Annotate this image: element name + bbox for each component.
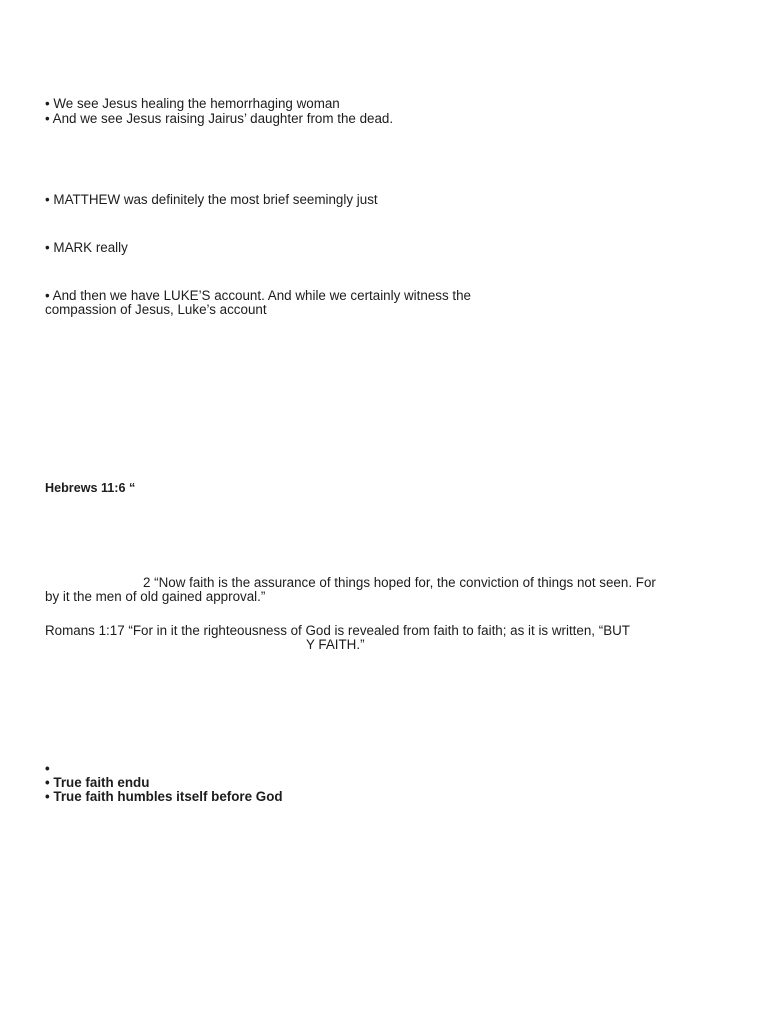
bullet-mark: • MARK really — [45, 240, 128, 255]
hebrews-heading: Hebrews 11:6 “ — [45, 481, 136, 495]
romans-verse-line-2: Y FAITH.” — [306, 637, 365, 652]
bullet-matthew: • MATTHEW was definitely the most brief seemingly just — [45, 192, 378, 207]
bullet-luke-line-1: • And then we have LUKE’S account. And while we certainly witness the — [45, 288, 471, 303]
true-faith-bullet-empty: • — [45, 761, 50, 776]
romans-verse-line-1: Romans 1:17 “For in it the righteousness of God is revealed from faith to faith; as it is written, “BUT — [45, 623, 630, 638]
bullet-raising-jairus-daughter: • And we see Jesus raising Jairus’ daughter from the dead. — [45, 111, 394, 126]
bullet-healing-woman: • We see Jesus healing the hemorrhaging woman — [45, 96, 340, 111]
true-faith-endures: • True faith endu — [45, 775, 150, 790]
hebrews-verse-line-2: by it the men of old gained approval.” — [45, 589, 266, 604]
true-faith-humbles: • True faith humbles itself before God — [45, 789, 283, 804]
hebrews-verse-line-1: 2 “Now faith is the assurance of things hoped for, the conviction of things not seen. For — [143, 575, 656, 590]
bullet-luke-line-2: compassion of Jesus, Luke’s account — [45, 302, 267, 317]
